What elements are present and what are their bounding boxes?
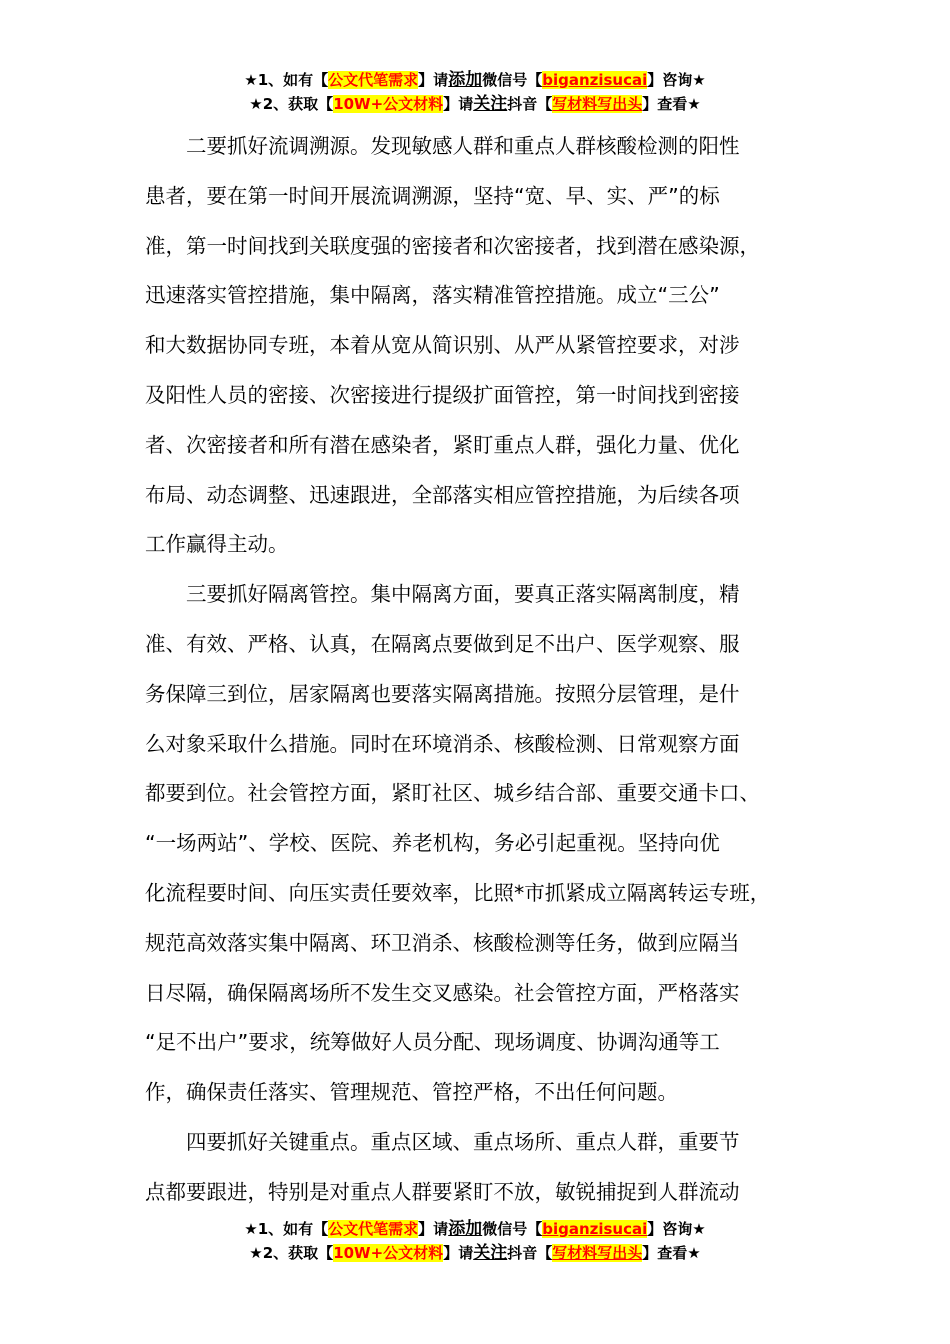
text-line: 日尽隔，确保隔离场所不发生交叉感染。社会管控方面，严格落实 [145, 980, 740, 1005]
document-body [145, 122, 825, 1218]
text-line: 准、有效、严格、认真，在隔离点要做到足不出户、医学观察、服 [145, 631, 740, 656]
banner-text: 】咨询★ [647, 1220, 706, 1238]
banner-text: ★1、如有【 [244, 71, 329, 89]
text-line: 迅速落实管控措施，集中隔离，落实精准管控措施。成立“三公” [145, 283, 720, 308]
highlight-text: 10W+公文材料 [333, 1244, 444, 1262]
text-line: 患者，要在第一时间开展流调溯源，坚持“宽、早、实、严”的标 [145, 183, 720, 208]
banner-text: 】咨询★ [647, 71, 706, 89]
text-line: 三要抓好隔离管控。集中隔离方面，要真正落实隔离制度，精 [145, 582, 740, 607]
text-line: 工作赢得主动。 [145, 532, 289, 557]
douyin-name: 写材料写出头 [552, 1244, 643, 1262]
text-line: “足不出户”要求，统筹做好人员分配、现场调度、协调沟通等工 [145, 1030, 720, 1055]
banner-text: 抖音【 [507, 1244, 553, 1262]
banner-text: 】请 [443, 1244, 474, 1262]
highlight-text: 公文代笔需求 [328, 71, 419, 89]
text-line: 作，确保责任落实、管理规范、管控严格，不出任何问题。 [145, 1080, 678, 1105]
banner-text: ★1、如有【 [244, 1220, 329, 1238]
banner-line-1 [0, 68, 950, 92]
wechat-id: biganzisucai [542, 1220, 648, 1238]
text-line: 者、次密接者和所有潜在感染者，紧盯重点人群，强化力量、优化 [145, 432, 740, 457]
banner-text: 微信号【 [482, 1220, 543, 1238]
banner-text: 】查看★ [642, 1244, 701, 1262]
text-line: 四要抓好关键重点。重点区域、重点场所、重点人群，重要节 [145, 1129, 740, 1154]
text-line: 规范高效落实集中隔离、环卫消杀、核酸检测等任务，做到应隔当 [145, 930, 740, 955]
header-banner [0, 68, 950, 116]
text-line: 都要到位。社会管控方面，紧盯社区、城乡结合部、重要交通卡口、 [145, 781, 760, 806]
emphasis-text: 关注 [473, 1243, 508, 1263]
highlight-text: 公文代笔需求 [328, 1220, 419, 1238]
banner-text: 】请 [418, 71, 449, 89]
text-line: “一场两站”、学校、医院、养老机构，务必引起重视。坚持向优 [145, 831, 720, 856]
text-line: 二要抓好流调溯源。发现敏感人群和重点人群核酸检测的阳性 [145, 134, 740, 158]
banner-text: 】请 [418, 1220, 449, 1238]
text-line: 点都要跟进，特别是对重点人群要紧盯不放，敏锐捕捉到人群流动 [145, 1179, 740, 1204]
banner-text: 】请 [443, 95, 474, 113]
wechat-id: biganzisucai [542, 71, 648, 89]
banner-line-2 [0, 92, 950, 116]
banner-text: 抖音【 [507, 95, 553, 113]
banner-text: ★2、获取【 [249, 95, 334, 113]
text-line: 务保障三到位，居家隔离也要落实隔离措施。按照分层管理，是什 [145, 681, 740, 706]
text-line: 和大数据协同专班，本着从宽从简识别、从严从紧管控要求，对涉 [145, 333, 740, 358]
text-line: 化流程要时间、向压实责任要效率，比照*市抓紧成立隔离转运专班， [145, 880, 771, 905]
banner-line-1 [0, 1217, 950, 1241]
emphasis-text: 添加 [448, 70, 483, 90]
text-line: 及阳性人员的密接、次密接进行提级扩面管控，第一时间找到密接 [145, 382, 740, 407]
highlight-text: 10W+公文材料 [333, 95, 444, 113]
emphasis-text: 添加 [448, 1219, 483, 1239]
text-line: 准，第一时间找到关联度强的密接者和次密接者，找到潜在感染源， [145, 233, 760, 258]
banner-text: 微信号【 [482, 71, 543, 89]
emphasis-text: 关注 [473, 94, 508, 114]
douyin-name: 写材料写出头 [552, 95, 643, 113]
banner-text: 】查看★ [642, 95, 701, 113]
banner-text: ★2、获取【 [249, 1244, 334, 1262]
text-line: 布局、动态调整、迅速跟进，全部落实相应管控措施，为后续各项 [145, 482, 740, 507]
text-line: 么对象采取什么措施。同时在环境消杀、核酸检测、日常观察方面 [145, 731, 740, 756]
footer-banner [0, 1217, 950, 1265]
banner-line-2 [0, 1241, 950, 1265]
